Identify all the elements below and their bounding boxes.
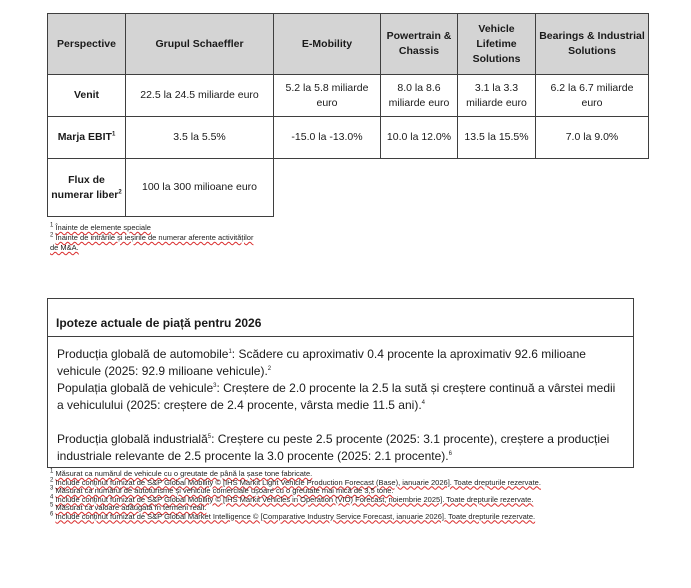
header-cell: Powertrain & Chassis — [381, 14, 458, 75]
table-cell: 100 la 300 milioane euro — [126, 159, 274, 217]
market-assumptions-box — [47, 298, 634, 468]
footnote: $^1$ Înainte de elemente speciale — [50, 222, 151, 232]
table-cell: 8.0 la 8.6 miliarde euro — [381, 75, 458, 117]
table-cell: 3.5 la 5.5% — [126, 117, 274, 159]
row-header-cell: Venit — [48, 75, 126, 117]
row-header-cell: Flux de numerar liber$^2$ — [48, 159, 126, 217]
table-row — [48, 159, 649, 217]
table-cell: 7.0 la 9.0% — [536, 117, 649, 159]
footnote: $^6$ Include conținut furnizat de S&P Global Market Intelligence © [Comparative Industry Service Forecast, ianuarie 2026]. Toate drepturile rezervate. — [50, 511, 536, 521]
table-cell: 22.5 la 24.5 miliarde euro — [126, 75, 274, 117]
paragraph: Producția globală industrială$^5$: Creștere cu peste 2.5 procente (2025: 3.1 procente), creștere a producției industriale relevante de 2.5 procente la 3.0 procente (2025: 2.1 procente).$^6$ — [57, 432, 610, 463]
paragraph: Populația globală de vehicule$^3$: Creștere de 2.0 procente la 2.5 la sută și creștere continuă a vârstei medii a vehiculului (2025: creștere de 2.4 procente, vârsta medie 11.5 ani).$^4$ — [57, 381, 616, 412]
table-cell: 5.2 la 5.8 miliarde euro — [274, 75, 381, 117]
footnote: $^5$ Măsurat ca valoare adăugată în termeni reali. — [50, 502, 207, 512]
table-header-row — [48, 14, 649, 75]
table-row — [48, 75, 649, 117]
outlook-table — [47, 13, 649, 217]
table-cell: 13.5 la 15.5% — [458, 117, 536, 159]
table-cell: 10.0 la 12.0% — [381, 117, 458, 159]
footnote-ref: 1 — [111, 131, 116, 138]
footnote: $^3$ Măsurat ca numărul de autoturisme și vehicule comerciale ușoare cu o greutate mai mică de 3,5 tone. — [50, 485, 394, 495]
footnote: $^2$ Înainte de intrările și ieșirile de numerar aferente activităților de M&A. — [50, 232, 254, 252]
header-cell: Bearings & Industrial Solutions — [536, 14, 649, 75]
header-cell: Vehicle Lifetime Solutions — [458, 14, 536, 75]
footnote: $^1$ Măsurat ca numărul de vehicule cu o greutate de până la șase tone fabricate. — [50, 468, 313, 478]
table-row — [48, 117, 649, 159]
table-footnotes — [50, 223, 260, 253]
table-cell: -15.0 la -13.0% — [274, 117, 381, 159]
table-cell: 6.2 la 6.7 miliarde euro — [536, 75, 649, 117]
empty-cell — [274, 159, 649, 217]
market-footnotes — [50, 470, 610, 521]
footnote: $^4$ Include conținut furnizat de S&P Global Mobility © [IHS Markit Vehicles in Operation (VIO) Forecast, noiembrie 2025]. Toate drepturile rezervate. — [50, 494, 534, 504]
header-cell: Grupul Schaeffler — [126, 14, 274, 75]
header-cell: Perspective — [48, 14, 126, 75]
footnote: $^2$ Include conținut furnizat de S&P Global Mobility © [IHS Markit Light Vehicle Production Forecast (Base), ianuarie 2026]. Toate drepturile rezervate. — [50, 477, 541, 487]
paragraph: Producția globală de automobile$^1$: Scădere cu aproximativ 0.4 procente la aproximativ 92.6 milioane vehicule (2025: 92.9 milioane vehicule).$^2$ — [57, 347, 586, 378]
footnote-ref: 2 — [118, 189, 122, 195]
table-cell: 3.1 la 3.3 miliarde euro — [458, 75, 536, 117]
box-body — [57, 346, 623, 465]
header-cell: E-Mobility — [274, 14, 381, 75]
row-header-cell: Marja EBIT$^1$ — [48, 117, 126, 159]
box-title: Ipoteze actuale de piață pentru 2026 — [48, 299, 633, 337]
